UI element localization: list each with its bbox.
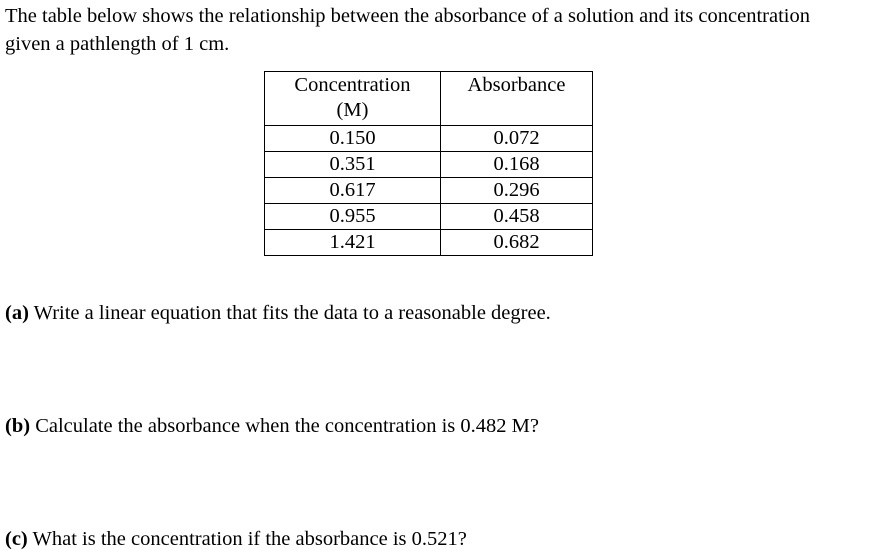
question-b (5, 412, 539, 440)
question-a-text: Write a linear equation that fits the data to a reasonable degree. (33, 302, 551, 324)
cell-concentration: 1.421 (265, 230, 441, 256)
cell-concentration: 0.617 (265, 178, 441, 204)
header-concentration-line2: (M) (336, 99, 369, 121)
table-header-row (265, 72, 593, 126)
table-row (265, 204, 593, 230)
cell-absorbance: 0.168 (441, 152, 593, 178)
cell-absorbance: 0.296 (441, 178, 593, 204)
table-row (265, 152, 593, 178)
question-c-text: What is the concentration if the absorbance is 0.521? (32, 528, 467, 550)
cell-concentration: 0.955 (265, 204, 441, 230)
header-concentration-line1: Concentration (294, 74, 411, 96)
question-a (5, 299, 551, 327)
cell-absorbance: 0.682 (441, 230, 593, 256)
question-c (5, 525, 467, 553)
cell-absorbance: 0.072 (441, 126, 593, 152)
cell-absorbance: 0.458 (441, 204, 593, 230)
question-c-label: (c) (5, 528, 28, 550)
table-row (265, 230, 593, 256)
question-b-label: (b) (5, 415, 31, 437)
question-a-label: (a) (5, 302, 29, 324)
question-b-text: Calculate the absorbance when the concentration is 0.482 M? (35, 415, 539, 437)
cell-concentration: 0.351 (265, 152, 441, 178)
intro-line-2: given a pathlength of 1 cm. (5, 33, 230, 55)
header-absorbance: Absorbance (441, 72, 593, 126)
table-row (265, 178, 593, 204)
intro-paragraph (5, 2, 880, 58)
data-table (264, 71, 593, 256)
cell-concentration: 0.150 (265, 126, 441, 152)
intro-line-1: The table below shows the relationship between the absorbance of a solution and its concentration (5, 5, 810, 27)
header-concentration (265, 72, 441, 126)
table-row (265, 126, 593, 152)
